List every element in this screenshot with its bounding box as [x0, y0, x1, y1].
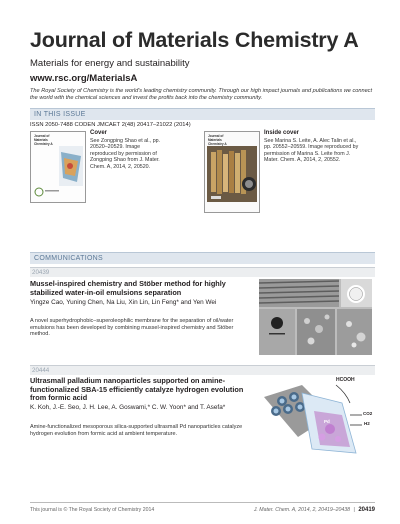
footer-citation: J. Mater. Chem. A, 2014, 2, 20419–20438 — [253, 507, 351, 513]
article-page-bar — [30, 267, 375, 277]
inside-cover-artwork — [205, 132, 259, 212]
cover-artwork — [31, 132, 85, 202]
communications-label: COMMUNICATIONS — [34, 254, 104, 262]
inside-cover-thumbnail[interactable] — [204, 131, 260, 213]
article-page-number: 20444 — [32, 367, 50, 374]
hcooh-label: HCOOH — [336, 377, 355, 383]
cover-heading: Cover — [90, 130, 108, 136]
membrane-sem-images — [259, 279, 372, 355]
journal-title: Journal of Materials Chemistry A — [30, 28, 359, 52]
article-title[interactable]: Mussel-inspired chemistry and Stöber method for highly stabilized water-in-oil emulsions separation — [30, 279, 226, 297]
communications-bar — [30, 252, 375, 264]
journal-url[interactable]: www.rsc.org/MaterialsA — [30, 73, 138, 84]
article-authors: Yingze Cao, Yuning Chen, Na Liu, Xin Lin, Lin Feng* and Yen Wei — [30, 299, 217, 306]
pd-label: Pd — [324, 419, 330, 424]
article-graphic[interactable] — [258, 375, 374, 461]
article-graphic[interactable] — [259, 279, 372, 355]
in-this-issue-bar — [30, 108, 375, 120]
journal-subtitle: Materials for energy and sustainability — [30, 58, 190, 69]
cover-thumb-title: Journal of Materials Chemistry A — [34, 134, 53, 146]
pd-catalyst-figure — [258, 375, 374, 461]
article-authors: K. Koh, J.-E. Seo, J. H. Lee, A. Goswami,* C. W. Yoon* and T. Asefa* — [30, 404, 226, 411]
inside-cover-text: See Marina S. Leite, A. Alec Talin et al., pp. 20552–20559. Image reproduced by permission of Marina S. Leite from J. Mater. Chem. A, 2014, 2, 20552. — [264, 137, 359, 163]
article-title[interactable]: Ultrasmall palladium nanoparticles supported on amine-functionalized SBA-15 efficiently catalyze hydrogen evolution from formic acid — [30, 376, 244, 403]
issn-line: ISSN 2050-7488 CODEN JMCAET 2(48) 20417–21022 (2014) — [30, 122, 191, 128]
article-page-number: 20439 — [32, 269, 50, 276]
footer-rule — [30, 502, 375, 503]
journal-blurb: The Royal Society of Chemistry is the world's leading chemistry community. Through our high impact journals and publications we connect the world with the chemical sciences and invest the profits back into the chemistry community. — [30, 88, 373, 101]
footer-copyright: This journal is © The Royal Society of Chemistry 2014 — [30, 507, 155, 513]
cover-text: See Zongping Shao et al., pp. 20520–20529. Image reproduced by permission of Zongping Shao from J. Mater. Chem. A, 2014, 2, 20520. — [90, 137, 161, 170]
article-abstract: A novel superhydrophobic–superoleophilic membrane for the separation of oil/water emulsions has been developed by combining mussel-inspired chemistry and Stöber method. — [30, 318, 234, 338]
article-abstract: Amine-functionalized mesoporous silica-supported ultrasmall Pd nanoparticles catalyze hydrogen evolution from formic acid at ambient temperature. — [30, 424, 243, 437]
inside-cover-caption — [264, 130, 359, 164]
co2-label: CO2 — [363, 411, 373, 416]
cover-thumbnail[interactable] — [30, 131, 86, 203]
inside-cover-heading: Inside cover — [264, 130, 300, 136]
inside-cover-thumb-title: Journal of Materials Chemistry A — [208, 134, 227, 146]
footer-separator: | — [353, 507, 355, 513]
footer-page-number: 20419 — [358, 507, 375, 513]
cover-caption — [90, 130, 165, 170]
h2-label: H2 — [364, 421, 370, 426]
footer-right — [254, 507, 375, 513]
in-this-issue-label: IN THIS ISSUE — [34, 110, 86, 118]
article-page-bar — [30, 365, 375, 375]
